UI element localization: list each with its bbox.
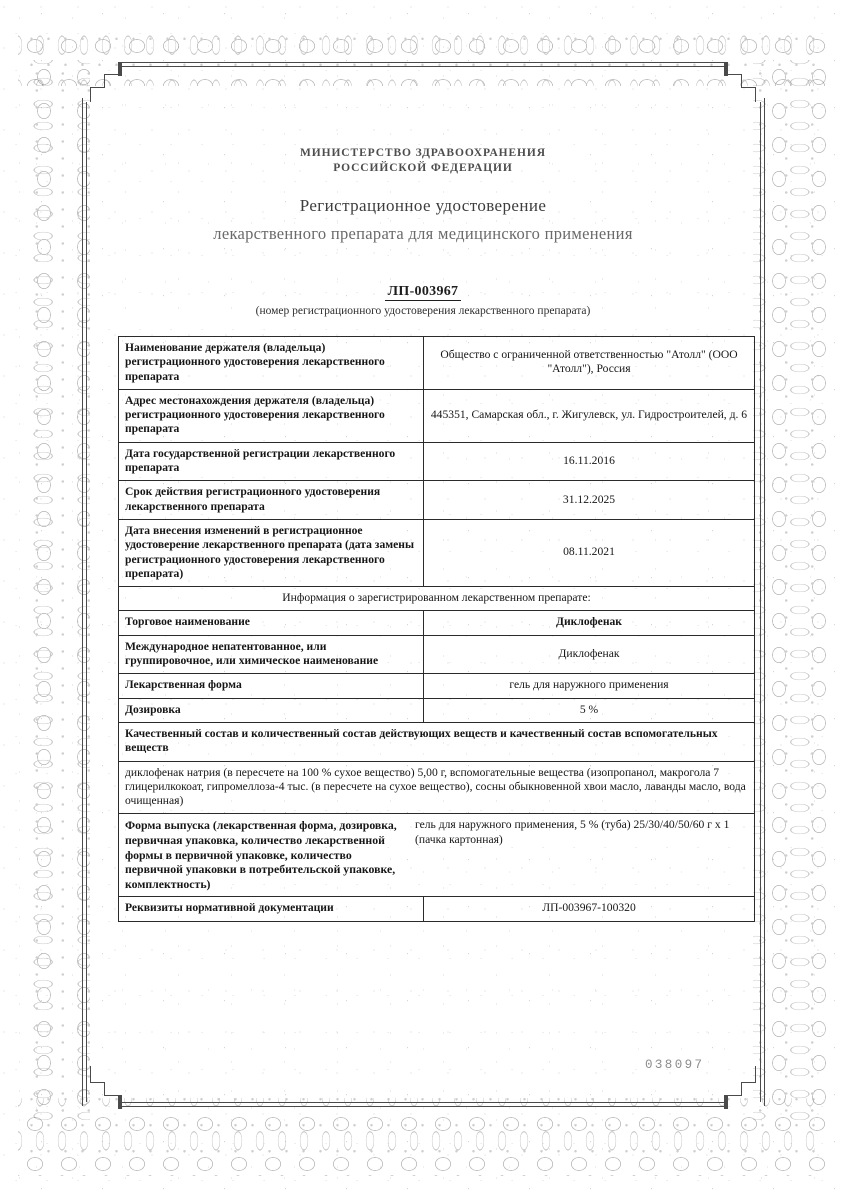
ministry-line-1: МИНИСТЕРСТВО ЗДРАВООХРАНЕНИЯ bbox=[300, 147, 546, 159]
registration-table bbox=[118, 336, 755, 922]
dosage-form-value: гель для наружного применения bbox=[424, 674, 755, 698]
registration-date-value: 16.11.2016 bbox=[424, 442, 755, 481]
registration-number-caption: (номер регистрационного удостоверения лекарственного препарата) bbox=[255, 305, 591, 317]
trade-name-value: Диклофенак bbox=[424, 611, 755, 635]
product-info-section-header: Информация о зарегистрированном лекарственном препарате: bbox=[119, 587, 755, 611]
holder-name-value: Общество с ограниченной ответственностью "Атолл" (ООО "Атолл"), Россия bbox=[424, 337, 755, 390]
frame-rule-left-inner bbox=[86, 102, 87, 1102]
table-row bbox=[119, 481, 755, 520]
table-section-row bbox=[119, 587, 755, 611]
composition-label: Качественный состав и количественный состав действующих веществ и качественный состав вспомогательных веществ bbox=[119, 722, 755, 761]
table-row bbox=[119, 674, 755, 698]
amendment-date-label: Дата внесения изменений в регистрационное удостоверение лекарственного препарата (дата замены регистрационного удостоверения лекарственного препарата) bbox=[119, 519, 424, 586]
inn-value: Диклофенак bbox=[424, 635, 755, 674]
dosage-form-label: Лекарственная форма bbox=[119, 674, 424, 698]
table-row bbox=[119, 389, 755, 442]
table-row bbox=[119, 722, 755, 761]
dosage-label: Дозировка bbox=[119, 698, 424, 722]
ornament-border-left bbox=[12, 60, 90, 1120]
trade-name-label: Торговое наименование bbox=[119, 611, 424, 635]
holder-address-label: Адрес местонахождения держателя (владельца) регистрационного удостоверения лекарственного препарата bbox=[119, 389, 424, 442]
inn-label: Международное непатентованное, или группировочное, или химическое наименование bbox=[119, 635, 424, 674]
amendment-date-value: 08.11.2021 bbox=[424, 519, 755, 586]
frame-rule-right-inner bbox=[760, 102, 761, 1102]
registration-number-value: ЛП-003967 bbox=[385, 284, 462, 301]
frame-corner-bottom-left bbox=[82, 1066, 122, 1108]
registration-date-label: Дата государственной регистрации лекарственного препарата bbox=[119, 442, 424, 481]
validity-period-label: Срок действия регистрационного удостоверения лекарственного препарата bbox=[119, 481, 424, 520]
release-form-value: гель для наружного применения, 5 % (туба) 25/30/40/50/60 г х 1 (пачка картонная) bbox=[415, 818, 730, 847]
certificate-subtitle: лекарственного препарата для медицинского применения bbox=[213, 224, 633, 243]
table-row bbox=[119, 698, 755, 722]
table-row bbox=[119, 442, 755, 481]
release-form-row bbox=[119, 814, 755, 897]
ornament-border-bottom bbox=[18, 1098, 825, 1176]
normative-doc-label: Реквизиты нормативной документации bbox=[119, 897, 424, 921]
table-row bbox=[119, 814, 755, 897]
frame-corner-bottom-right bbox=[724, 1066, 764, 1108]
table-row bbox=[119, 611, 755, 635]
table-row bbox=[119, 337, 755, 390]
composition-value: диклофенак натрия (в пересчете на 100 % сухое вещество) 5,00 г, вспомогательные вещества (изопропанол, макрогола 7 глицерилкокоат, гипромеллоза-4 тыс. (в пересчете на сухое вещество), сосны обыкновенной хвои масло, лаванды масло, вода очищенная) bbox=[119, 761, 755, 814]
certificate-title: Регистрационное удостоверение bbox=[299, 196, 547, 215]
frame-corner-top-right bbox=[724, 62, 764, 102]
holder-name-label: Наименование держателя (владельца) регистрационного удостоверения лекарственного препарата bbox=[119, 337, 424, 390]
document-serial-number: 038097 bbox=[645, 1058, 705, 1072]
ministry-line-2: РОССИЙСКОЙ ФЕДЕРАЦИИ bbox=[333, 162, 513, 174]
release-form-label: Форма выпуска (лекарственная форма, дозировка, первичная упаковка, количество лекарственной формы в первичной упаковке, количество первичной упаковки в потребительской упаковке, комплектность) bbox=[125, 818, 397, 891]
frame-rule-left-outer bbox=[82, 98, 83, 1106]
frame-rule-right-outer bbox=[764, 98, 765, 1106]
certificate-content bbox=[118, 0, 748, 922]
dosage-value: 5 % bbox=[424, 698, 755, 722]
frame-rule-bottom-outer bbox=[118, 1106, 728, 1107]
table-row bbox=[119, 897, 755, 921]
ornament-border-right bbox=[753, 60, 831, 1120]
table-row bbox=[119, 635, 755, 674]
table-row bbox=[119, 519, 755, 586]
holder-address-value: 445351, Самарская обл., г. Жигулевск, ул. Гидростроителей, д. 6 bbox=[424, 389, 755, 442]
frame-corner-top-left bbox=[82, 62, 122, 102]
normative-doc-value: ЛП-003967-100320 bbox=[424, 897, 755, 921]
table-row bbox=[119, 761, 755, 814]
ministry-heading bbox=[118, 146, 728, 176]
frame-rule-bottom-inner bbox=[122, 1102, 724, 1103]
validity-period-value: 31.12.2025 bbox=[424, 481, 755, 520]
registration-number bbox=[118, 284, 728, 300]
